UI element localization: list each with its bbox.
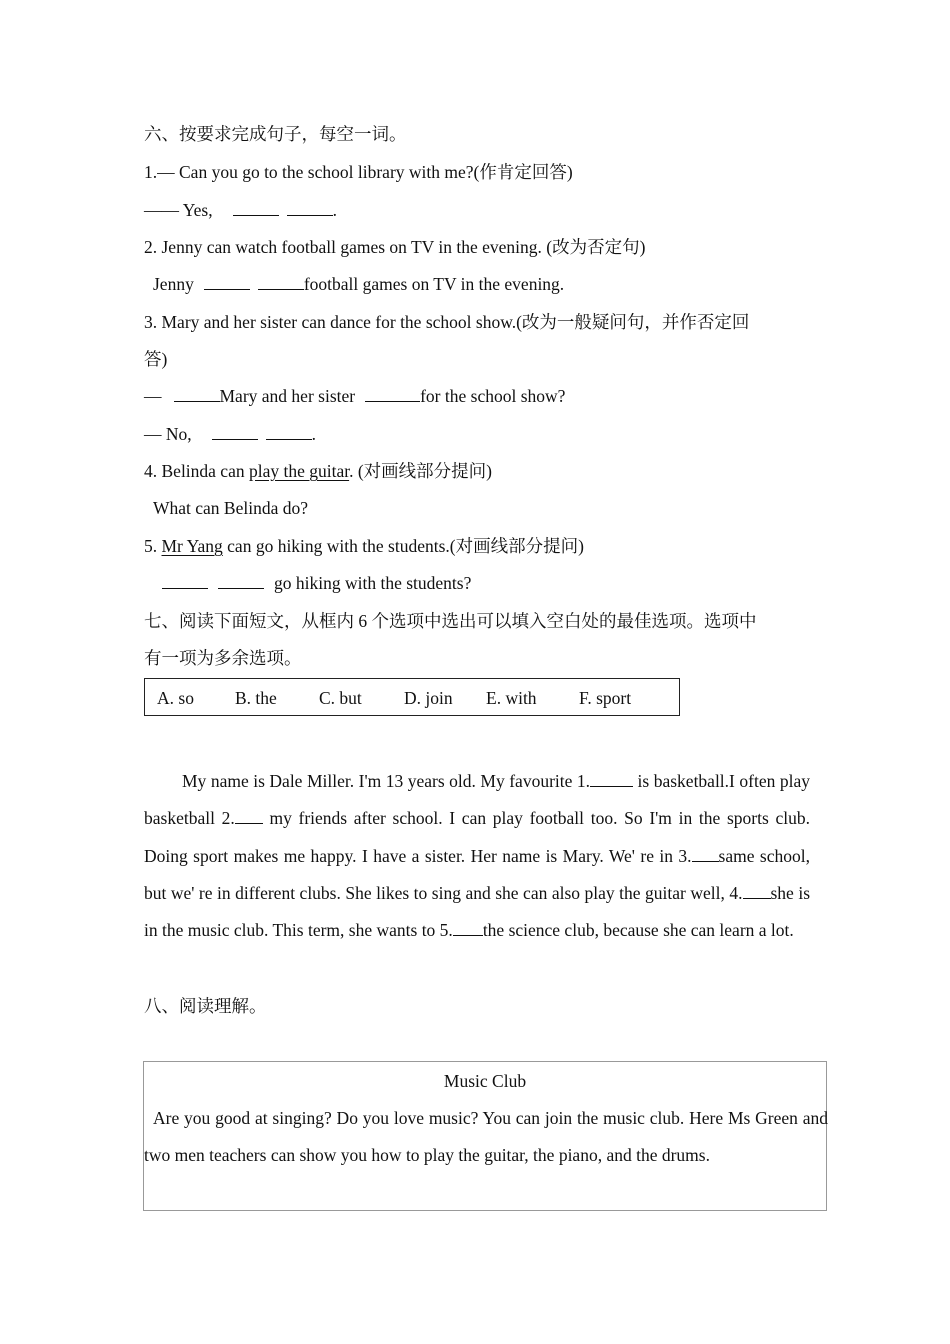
q2-subject: Jenny — [153, 274, 194, 294]
passage-text: my friends after school. I can play football too. So I'm in the sports club. Doing sport makes me happy. I have a sister. Her name is Mary. We' re in 3. — [144, 808, 810, 866]
q4-question — [144, 460, 492, 482]
q3-q-mid: Mary and her sister — [219, 386, 356, 406]
passage-text: My name is Dale Miller. I'm 13 years old. My favourite 1. — [182, 771, 591, 791]
q5-answer — [162, 572, 471, 594]
q3-a-end: . — [311, 424, 317, 444]
answer-blank[interactable] — [162, 573, 208, 589]
cloze-blank-4[interactable] — [743, 883, 771, 899]
q4-suffix: . (对画线部分提问) — [349, 461, 492, 481]
answer-blank[interactable] — [233, 200, 279, 216]
answer-blank[interactable] — [258, 274, 304, 290]
answer-blank[interactable] — [218, 573, 264, 589]
q1-answer — [144, 199, 337, 221]
club-text: Are you good at singing? Do you love music? You can join the music club. Here Ms Green and two men teachers can show you how to play the guitar, the piano, and the drums. — [144, 1108, 828, 1166]
q1-answer-prefix: —— Yes, — [144, 200, 213, 220]
passage-text: same school, but we' re in different clubs. She likes to sing and she can also play the guitar well, 4. — [144, 845, 810, 903]
q1-question: 1.— Can you go to the school library with me?(作肯定回答) — [144, 162, 573, 182]
cloze-blank-5[interactable] — [453, 920, 483, 936]
option-d: D. join — [404, 688, 453, 708]
cloze-blank-1[interactable] — [590, 771, 633, 787]
q5-rest: go hiking with the students? — [274, 573, 472, 593]
option-c: C. but — [319, 688, 362, 708]
option-a: A. so — [157, 688, 194, 708]
section8-heading: 八、阅读理解。 — [144, 996, 267, 1016]
options-box — [144, 678, 680, 716]
q5-prefix: 5. — [144, 536, 162, 556]
q3-a-prefix: — No, — [144, 424, 192, 444]
answer-blank[interactable] — [266, 424, 312, 440]
answer-blank[interactable] — [174, 386, 220, 402]
q5-question — [144, 535, 584, 557]
q3-answer-question — [144, 385, 565, 407]
section6-heading: 六、按要求完成句子，每空一词。 — [144, 124, 407, 144]
q2-rest: football games on TV in the evening. — [303, 274, 565, 294]
passage-text: is basketball.I often play basketball 2. — [144, 771, 810, 829]
club-title: Music Club — [443, 1071, 527, 1091]
answer-blank[interactable] — [365, 386, 420, 402]
answer-blank[interactable] — [287, 200, 333, 216]
cloze-blank-2[interactable] — [235, 808, 263, 824]
passage-text: she is in the music club. This term, she wants to 5. — [144, 882, 811, 941]
cloze-passage — [144, 763, 810, 949]
option-b: B. the — [235, 688, 277, 708]
q1-answer-end: . — [332, 200, 337, 220]
q2-answer — [153, 273, 564, 295]
cloze-blank-3[interactable] — [692, 846, 719, 862]
option-e: E. with — [486, 688, 537, 708]
passage-text: the science club, because she can learn a lot. — [482, 920, 794, 941]
q5-suffix: can go hiking with the students.(对画线部分提问) — [222, 536, 584, 556]
option-f: F. sport — [579, 688, 632, 708]
q4-given: What can Belinda do? — [153, 498, 309, 518]
answer-blank[interactable] — [204, 274, 250, 290]
q3-q-prefix: — — [144, 386, 162, 406]
section7-heading-line2: 有一项为多余选项。 — [144, 648, 302, 668]
q4-underlined: play the guitar — [248, 461, 350, 481]
q2-question: 2. Jenny can watch football games on TV in the evening. (改为否定句) — [144, 237, 646, 257]
section7-heading-line1: 七、阅读下面短文，从框内 6 个选项中选出可以填入空白处的最佳选项。选项中 — [144, 611, 757, 631]
q3-q-end: for the school show? — [420, 386, 566, 406]
q5-underlined: Mr Yang — [161, 536, 223, 556]
q3-question: 3. Mary and her sister can dance for the school show.(改为一般疑问句，并作否定回 — [144, 312, 750, 332]
q4-prefix: 4. Belinda can — [144, 461, 249, 481]
q3-answer-no — [144, 423, 316, 445]
q3-question-cont: 答) — [144, 349, 168, 369]
answer-blank[interactable] — [212, 424, 258, 440]
music-club-box — [143, 1061, 827, 1211]
